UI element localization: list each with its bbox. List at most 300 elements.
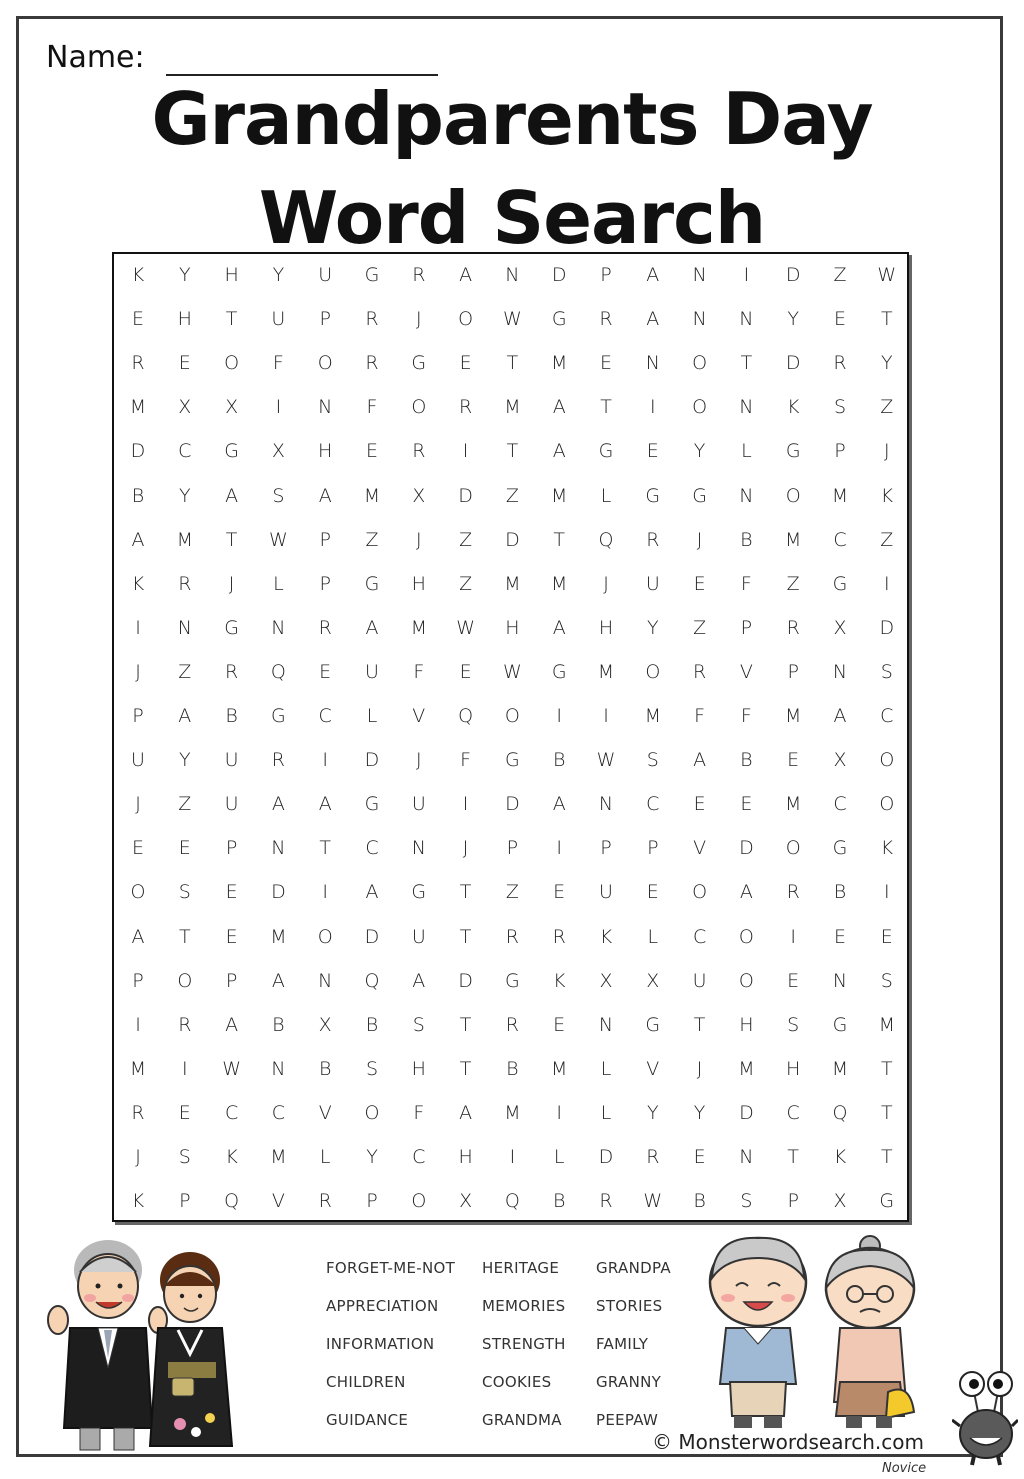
grid-letter[interactable]: I	[649, 396, 656, 419]
grid-letter[interactable]: M	[738, 1057, 755, 1080]
grid-letter[interactable]: R	[599, 1190, 613, 1213]
grid-letter[interactable]: D	[130, 440, 146, 463]
grid-letter[interactable]: T	[459, 881, 472, 904]
grid-letter[interactable]: D	[785, 264, 801, 286]
grid-letter[interactable]: V	[646, 1057, 660, 1080]
grid-letter[interactable]: B	[272, 1013, 285, 1036]
grid-letter[interactable]: P	[600, 837, 612, 860]
grid-letter[interactable]: Y	[178, 264, 191, 286]
grid-letter[interactable]: M	[831, 1057, 849, 1080]
grid-letter[interactable]: K	[131, 1190, 145, 1213]
grid-letter[interactable]: T	[880, 1146, 893, 1168]
grid-letter[interactable]: Y	[178, 749, 191, 772]
grid-letter[interactable]: N	[692, 264, 707, 286]
grid-letter[interactable]: Y	[693, 1101, 706, 1124]
grid-letter[interactable]: V	[693, 837, 707, 860]
grid-letter[interactable]: E	[693, 572, 706, 595]
grid-letter[interactable]: G	[224, 440, 239, 463]
grid-letter[interactable]: Y	[366, 1146, 378, 1168]
grid-letter[interactable]: A	[131, 528, 145, 551]
grid-letter[interactable]: A	[739, 881, 753, 904]
grid-letter[interactable]: B	[506, 1057, 519, 1080]
grid-letter[interactable]: I	[509, 1146, 516, 1168]
grid-letter[interactable]: D	[364, 925, 380, 948]
grid-letter[interactable]: P	[834, 440, 846, 463]
grid-letter[interactable]: E	[178, 837, 191, 860]
grid-letter[interactable]: Q	[224, 1190, 240, 1213]
grid-letter[interactable]: D	[739, 837, 754, 860]
grid-letter[interactable]: T	[225, 308, 238, 331]
grid-letter[interactable]: X	[833, 1190, 847, 1213]
grid-letter[interactable]: E	[459, 660, 472, 683]
grid-letter[interactable]: G	[645, 484, 661, 507]
grid-letter[interactable]: X	[646, 969, 660, 992]
grid-letter[interactable]: R	[365, 352, 379, 375]
grid-letter[interactable]: J	[135, 793, 141, 816]
grid-letter[interactable]: V	[271, 1190, 285, 1213]
grid-letter[interactable]: K	[880, 837, 894, 860]
grid-letter[interactable]: R	[412, 264, 426, 286]
grid-letter[interactable]: K	[599, 925, 613, 948]
grid-letter[interactable]: K	[833, 1146, 847, 1168]
grid-letter[interactable]: O	[411, 396, 427, 419]
grid-letter[interactable]: E	[319, 660, 332, 683]
grid-letter[interactable]: P	[740, 616, 753, 639]
grid-letter[interactable]: L	[366, 705, 378, 727]
grid-letter[interactable]: A	[552, 440, 566, 463]
grid-letter[interactable]: P	[787, 1190, 799, 1213]
grid-letter[interactable]: I	[275, 396, 282, 419]
grid-letter[interactable]: D	[505, 528, 520, 551]
grid-letter[interactable]: J	[696, 1057, 703, 1080]
grid-letter[interactable]: T	[506, 352, 519, 375]
grid-letter[interactable]: A	[552, 396, 566, 419]
grid-letter[interactable]: X	[412, 484, 426, 507]
grid-letter[interactable]: Y	[693, 440, 706, 463]
grid-letter[interactable]: J	[135, 660, 141, 683]
grid-letter[interactable]: S	[833, 396, 847, 419]
grid-letter[interactable]: L	[741, 440, 752, 463]
grid-letter[interactable]: N	[505, 264, 520, 286]
grid-letter[interactable]: Z	[693, 616, 707, 639]
grid-letter[interactable]: W	[643, 1190, 663, 1213]
grid-letter[interactable]: Y	[178, 484, 191, 507]
grid-letter[interactable]: D	[879, 616, 895, 639]
grid-letter[interactable]: I	[883, 572, 890, 595]
grid-letter[interactable]: G	[364, 264, 380, 286]
grid-letter[interactable]: E	[646, 440, 659, 463]
grid-letter[interactable]: Y	[646, 616, 659, 639]
grid-letter[interactable]: R	[224, 660, 239, 683]
grid-letter[interactable]: M	[129, 1057, 147, 1080]
grid-letter[interactable]: O	[785, 837, 801, 860]
grid-letter[interactable]: R	[318, 1190, 332, 1213]
grid-letter[interactable]: D	[271, 881, 286, 904]
grid-letter[interactable]: N	[271, 616, 286, 639]
grid-letter[interactable]: U	[645, 572, 660, 595]
grid-letter[interactable]: A	[318, 793, 332, 816]
grid-letter[interactable]: F	[366, 396, 378, 419]
grid-letter[interactable]: G	[411, 352, 427, 375]
grid-letter[interactable]: K	[225, 1146, 238, 1168]
grid-letter[interactable]: G	[551, 660, 567, 683]
grid-letter[interactable]: I	[603, 705, 609, 727]
grid-letter[interactable]: L	[553, 1146, 565, 1168]
grid-letter[interactable]: A	[833, 705, 847, 727]
grid-letter[interactable]: D	[458, 969, 473, 992]
grid-letter[interactable]: J	[415, 749, 422, 772]
grid-letter[interactable]: I	[462, 793, 469, 816]
grid-letter[interactable]: I	[883, 881, 890, 904]
grid-letter[interactable]: O	[692, 352, 708, 375]
grid-letter[interactable]: C	[786, 1101, 800, 1124]
grid-letter[interactable]: T	[506, 440, 519, 463]
grid-letter[interactable]: R	[458, 396, 473, 419]
grid-letter[interactable]: U	[318, 264, 333, 286]
grid-letter[interactable]: N	[598, 1013, 614, 1036]
grid-letter[interactable]: X	[318, 1013, 332, 1036]
grid-letter[interactable]: O	[364, 1101, 380, 1124]
grid-letter[interactable]: Y	[646, 1101, 659, 1124]
grid-letter[interactable]: T	[880, 1057, 893, 1080]
grid-letter[interactable]: F	[460, 749, 472, 772]
grid-letter[interactable]: G	[364, 572, 380, 595]
grid-letter[interactable]: B	[552, 749, 566, 772]
grid-letter[interactable]: O	[785, 484, 801, 507]
grid-letter[interactable]: N	[832, 969, 848, 992]
grid-letter[interactable]: Z	[786, 572, 800, 595]
grid-letter[interactable]: I	[322, 881, 328, 904]
grid-letter[interactable]: R	[599, 308, 613, 331]
grid-letter[interactable]: H	[224, 264, 239, 286]
grid-letter[interactable]: P	[225, 969, 238, 992]
grid-letter[interactable]: M	[784, 528, 802, 551]
grid-letter[interactable]: P	[319, 308, 331, 331]
grid-letter[interactable]: N	[645, 352, 660, 375]
grid-letter[interactable]: E	[693, 1146, 706, 1168]
grid-letter[interactable]: W	[502, 660, 522, 683]
grid-letter[interactable]: O	[177, 969, 193, 992]
grid-letter[interactable]: E	[459, 352, 472, 375]
grid-letter[interactable]: R	[552, 925, 566, 948]
name-field[interactable]	[166, 74, 438, 76]
grid-letter[interactable]: Y	[880, 352, 893, 375]
grid-letter[interactable]: M	[270, 925, 287, 948]
grid-letter[interactable]: X	[833, 749, 847, 772]
grid-letter[interactable]: I	[556, 705, 562, 727]
grid-letter[interactable]: O	[458, 308, 474, 331]
grid-letter[interactable]: C	[880, 705, 894, 727]
grid-letter[interactable]: A	[131, 925, 145, 948]
grid-letter[interactable]: E	[833, 308, 846, 331]
grid-letter[interactable]: G	[785, 440, 801, 463]
grid-letter[interactable]: X	[833, 616, 847, 639]
grid-letter[interactable]: G	[551, 308, 567, 331]
grid-letter[interactable]: Q	[364, 969, 380, 992]
grid-letter[interactable]: E	[365, 440, 378, 463]
grid-letter[interactable]: T	[319, 837, 331, 860]
grid-letter[interactable]: C	[178, 440, 192, 463]
grid-letter[interactable]: S	[365, 1057, 379, 1080]
grid-letter[interactable]: Z	[880, 396, 894, 419]
grid-letter[interactable]: S	[880, 660, 893, 683]
grid-letter[interactable]: E	[787, 749, 800, 772]
grid-letter[interactable]: N	[177, 616, 192, 639]
grid-letter[interactable]: X	[459, 1190, 473, 1213]
grid-letter[interactable]: N	[318, 396, 333, 419]
grid-letter[interactable]: H	[411, 1057, 426, 1080]
grid-letter[interactable]: S	[787, 1013, 800, 1036]
grid-letter[interactable]: A	[365, 881, 379, 904]
grid-letter[interactable]: O	[224, 352, 240, 375]
grid-letter[interactable]: O	[692, 396, 708, 419]
grid-letter[interactable]: R	[412, 440, 426, 463]
grid-letter[interactable]: T	[553, 528, 565, 551]
grid-letter[interactable]: R	[786, 881, 800, 904]
grid-letter[interactable]: I	[790, 925, 796, 948]
grid-letter[interactable]: X	[178, 396, 192, 419]
grid-letter[interactable]: W	[222, 1057, 241, 1080]
grid-letter[interactable]: I	[743, 264, 750, 286]
grid-letter[interactable]: S	[646, 749, 659, 772]
grid-letter[interactable]: B	[552, 1190, 566, 1213]
grid-letter[interactable]: J	[883, 440, 890, 463]
grid-letter[interactable]: U	[224, 793, 239, 816]
grid-letter[interactable]: R	[505, 925, 519, 948]
grid-letter[interactable]: O	[130, 881, 146, 904]
grid-letter[interactable]: L	[600, 484, 612, 507]
grid-letter[interactable]: H	[458, 1146, 473, 1168]
grid-letter[interactable]: F	[413, 1101, 425, 1124]
grid-letter[interactable]: G	[598, 440, 614, 463]
grid-letter[interactable]: R	[178, 1013, 192, 1036]
grid-letter[interactable]: V	[318, 1101, 332, 1124]
grid-letter[interactable]: Z	[880, 528, 894, 551]
grid-letter[interactable]: B	[740, 528, 753, 551]
grid-letter[interactable]: M	[504, 1101, 521, 1124]
grid-letter[interactable]: S	[412, 1013, 425, 1036]
grid-letter[interactable]: L	[319, 1146, 331, 1168]
grid-letter[interactable]: G	[832, 1013, 848, 1036]
grid-letter[interactable]: E	[880, 925, 893, 948]
grid-letter[interactable]: W	[877, 264, 897, 286]
grid-letter[interactable]: E	[131, 308, 144, 331]
grid-letter[interactable]: A	[318, 484, 332, 507]
grid-letter[interactable]: M	[410, 616, 427, 639]
grid-letter[interactable]: M	[878, 1013, 895, 1036]
grid-letter[interactable]: R	[692, 660, 707, 683]
grid-letter[interactable]: I	[322, 749, 328, 772]
grid-letter[interactable]: C	[833, 793, 847, 816]
grid-letter[interactable]: G	[505, 969, 520, 992]
grid-letter[interactable]: C	[271, 1101, 286, 1124]
grid-letter[interactable]: J	[228, 572, 235, 595]
grid-letter[interactable]: A	[271, 793, 285, 816]
grid-letter[interactable]: F	[272, 352, 284, 375]
grid-letter[interactable]: M	[504, 396, 521, 419]
grid-letter[interactable]: J	[462, 837, 469, 860]
grid-letter[interactable]: M	[504, 572, 521, 595]
grid-letter[interactable]: R	[365, 308, 379, 331]
grid-letter[interactable]: V	[412, 705, 426, 727]
grid-letter[interactable]: Z	[833, 264, 847, 286]
grid-letter[interactable]: M	[129, 396, 147, 419]
grid-letter[interactable]: O	[504, 705, 520, 727]
grid-letter[interactable]: R	[646, 1146, 660, 1168]
grid-letter[interactable]: H	[739, 1013, 754, 1036]
grid-letter[interactable]: X	[225, 396, 239, 419]
grid-letter[interactable]: T	[225, 528, 238, 551]
grid-letter[interactable]: P	[179, 1190, 191, 1213]
grid-letter[interactable]: A	[178, 705, 192, 727]
grid-letter[interactable]: X	[599, 969, 613, 992]
grid-letter[interactable]: X	[271, 440, 285, 463]
grid-letter[interactable]: B	[318, 1057, 332, 1080]
grid-letter[interactable]: G	[692, 484, 707, 507]
grid-letter[interactable]: R	[271, 749, 285, 772]
grid-letter[interactable]: E	[131, 837, 144, 860]
grid-letter[interactable]: A	[646, 264, 660, 286]
grid-letter[interactable]: E	[693, 793, 706, 816]
grid-letter[interactable]: U	[692, 969, 707, 992]
grid-letter[interactable]: P	[132, 705, 144, 727]
grid-letter[interactable]: M	[550, 352, 568, 375]
grid-letter[interactable]: P	[225, 837, 238, 860]
grid-letter[interactable]: P	[506, 837, 519, 860]
grid-letter[interactable]: P	[647, 837, 659, 860]
grid-letter[interactable]: D	[739, 1101, 754, 1124]
grid-letter[interactable]: Z	[365, 528, 379, 551]
grid-letter[interactable]: Q	[458, 705, 474, 727]
grid-letter[interactable]: P	[319, 528, 331, 551]
grid-letter[interactable]: P	[787, 660, 799, 683]
grid-letter[interactable]: O	[317, 925, 333, 948]
grid-letter[interactable]: H	[598, 616, 614, 639]
grid-letter[interactable]: D	[458, 484, 473, 507]
grid-letter[interactable]: O	[411, 1190, 427, 1213]
grid-letter[interactable]: H	[318, 440, 333, 463]
grid-letter[interactable]: R	[833, 352, 847, 375]
grid-letter[interactable]: G	[271, 705, 286, 727]
grid-letter[interactable]: R	[318, 616, 332, 639]
grid-letter[interactable]: U	[271, 308, 286, 331]
grid-letter[interactable]: A	[459, 264, 473, 286]
grid-letter[interactable]: D	[598, 1146, 614, 1168]
grid-letter[interactable]: L	[600, 1057, 612, 1080]
grid-letter[interactable]: O	[738, 969, 754, 992]
grid-letter[interactable]: M	[831, 484, 849, 507]
grid-letter[interactable]: Z	[459, 572, 473, 595]
grid-letter[interactable]: L	[647, 925, 659, 948]
grid-letter[interactable]: G	[879, 1190, 895, 1213]
grid-letter[interactable]: N	[318, 969, 333, 992]
grid-letter[interactable]: Q	[504, 1190, 520, 1213]
grid-letter[interactable]: C	[646, 793, 660, 816]
grid-letter[interactable]: A	[412, 969, 426, 992]
grid-letter[interactable]: B	[225, 705, 238, 727]
grid-letter[interactable]: T	[880, 308, 893, 331]
grid-letter[interactable]: E	[225, 881, 238, 904]
grid-letter[interactable]: G	[364, 793, 380, 816]
grid-letter[interactable]: T	[459, 1057, 472, 1080]
grid-letter[interactable]: Q	[270, 660, 286, 683]
grid-letter[interactable]: I	[556, 837, 562, 860]
grid-letter[interactable]: M	[784, 705, 802, 727]
grid-letter[interactable]: A	[225, 484, 239, 507]
grid-letter[interactable]: R	[131, 352, 145, 375]
grid-letter[interactable]: U	[224, 749, 239, 772]
grid-letter[interactable]: B	[693, 1190, 706, 1213]
grid-letter[interactable]: S	[740, 1190, 753, 1213]
grid-letter[interactable]: O	[738, 925, 754, 948]
grid-letter[interactable]: T	[880, 1101, 893, 1124]
grid-letter[interactable]: M	[784, 793, 802, 816]
grid-letter[interactable]: K	[880, 484, 894, 507]
grid-letter[interactable]: U	[411, 925, 426, 948]
grid-letter[interactable]: N	[271, 837, 286, 860]
grid-letter[interactable]: J	[603, 572, 609, 595]
grid-letter[interactable]: N	[692, 308, 707, 331]
grid-letter[interactable]: E	[599, 352, 612, 375]
grid-letter[interactable]: J	[415, 528, 422, 551]
grid-letter[interactable]: G	[832, 837, 848, 860]
grid-letter[interactable]: F	[740, 705, 752, 727]
grid-letter[interactable]: T	[178, 925, 191, 948]
grid-letter[interactable]: I	[135, 1013, 141, 1036]
grid-letter[interactable]: N	[832, 660, 848, 683]
grid-letter[interactable]: G	[411, 881, 427, 904]
grid-letter[interactable]: C	[318, 705, 332, 727]
grid-letter[interactable]: P	[366, 1190, 378, 1213]
grid-letter[interactable]: M	[550, 1057, 568, 1080]
grid-letter[interactable]: C	[412, 1146, 426, 1168]
grid-letter[interactable]: E	[553, 1013, 566, 1036]
grid-letter[interactable]: A	[271, 969, 285, 992]
grid-letter[interactable]: L	[273, 572, 284, 595]
grid-letter[interactable]: W	[268, 528, 288, 551]
grid-letter[interactable]: A	[459, 1101, 473, 1124]
grid-letter[interactable]: Z	[505, 881, 519, 904]
grid-letter[interactable]: A	[225, 1013, 239, 1036]
grid-letter[interactable]: Y	[787, 308, 799, 331]
grid-letter[interactable]: T	[740, 352, 753, 375]
grid-letter[interactable]: C	[692, 925, 707, 948]
grid-letter[interactable]: D	[551, 264, 567, 286]
grid-letter[interactable]: T	[459, 1013, 472, 1036]
grid-letter[interactable]: F	[694, 705, 706, 727]
grid-letter[interactable]: D	[785, 352, 801, 375]
grid-letter[interactable]: T	[600, 396, 612, 419]
grid-letter[interactable]: E	[178, 1101, 191, 1124]
grid-letter[interactable]: M	[644, 705, 661, 727]
grid-letter[interactable]: Y	[272, 264, 285, 286]
grid-letter[interactable]: Z	[505, 484, 519, 507]
grid-letter[interactable]: A	[365, 616, 379, 639]
grid-letter[interactable]: N	[598, 793, 614, 816]
grid-letter[interactable]: P	[132, 969, 144, 992]
grid-letter[interactable]: I	[556, 1101, 562, 1124]
grid-letter[interactable]: N	[739, 484, 754, 507]
grid-letter[interactable]: S	[272, 484, 285, 507]
grid-letter[interactable]: S	[880, 969, 893, 992]
grid-letter[interactable]: H	[786, 1057, 801, 1080]
grid-letter[interactable]: N	[739, 396, 754, 419]
grid-letter[interactable]: W	[502, 308, 522, 331]
grid-letter[interactable]: J	[696, 528, 703, 551]
grid-letter[interactable]: V	[739, 660, 753, 683]
grid-letter[interactable]: E	[833, 925, 846, 948]
grid-letter[interactable]: U	[411, 793, 426, 816]
